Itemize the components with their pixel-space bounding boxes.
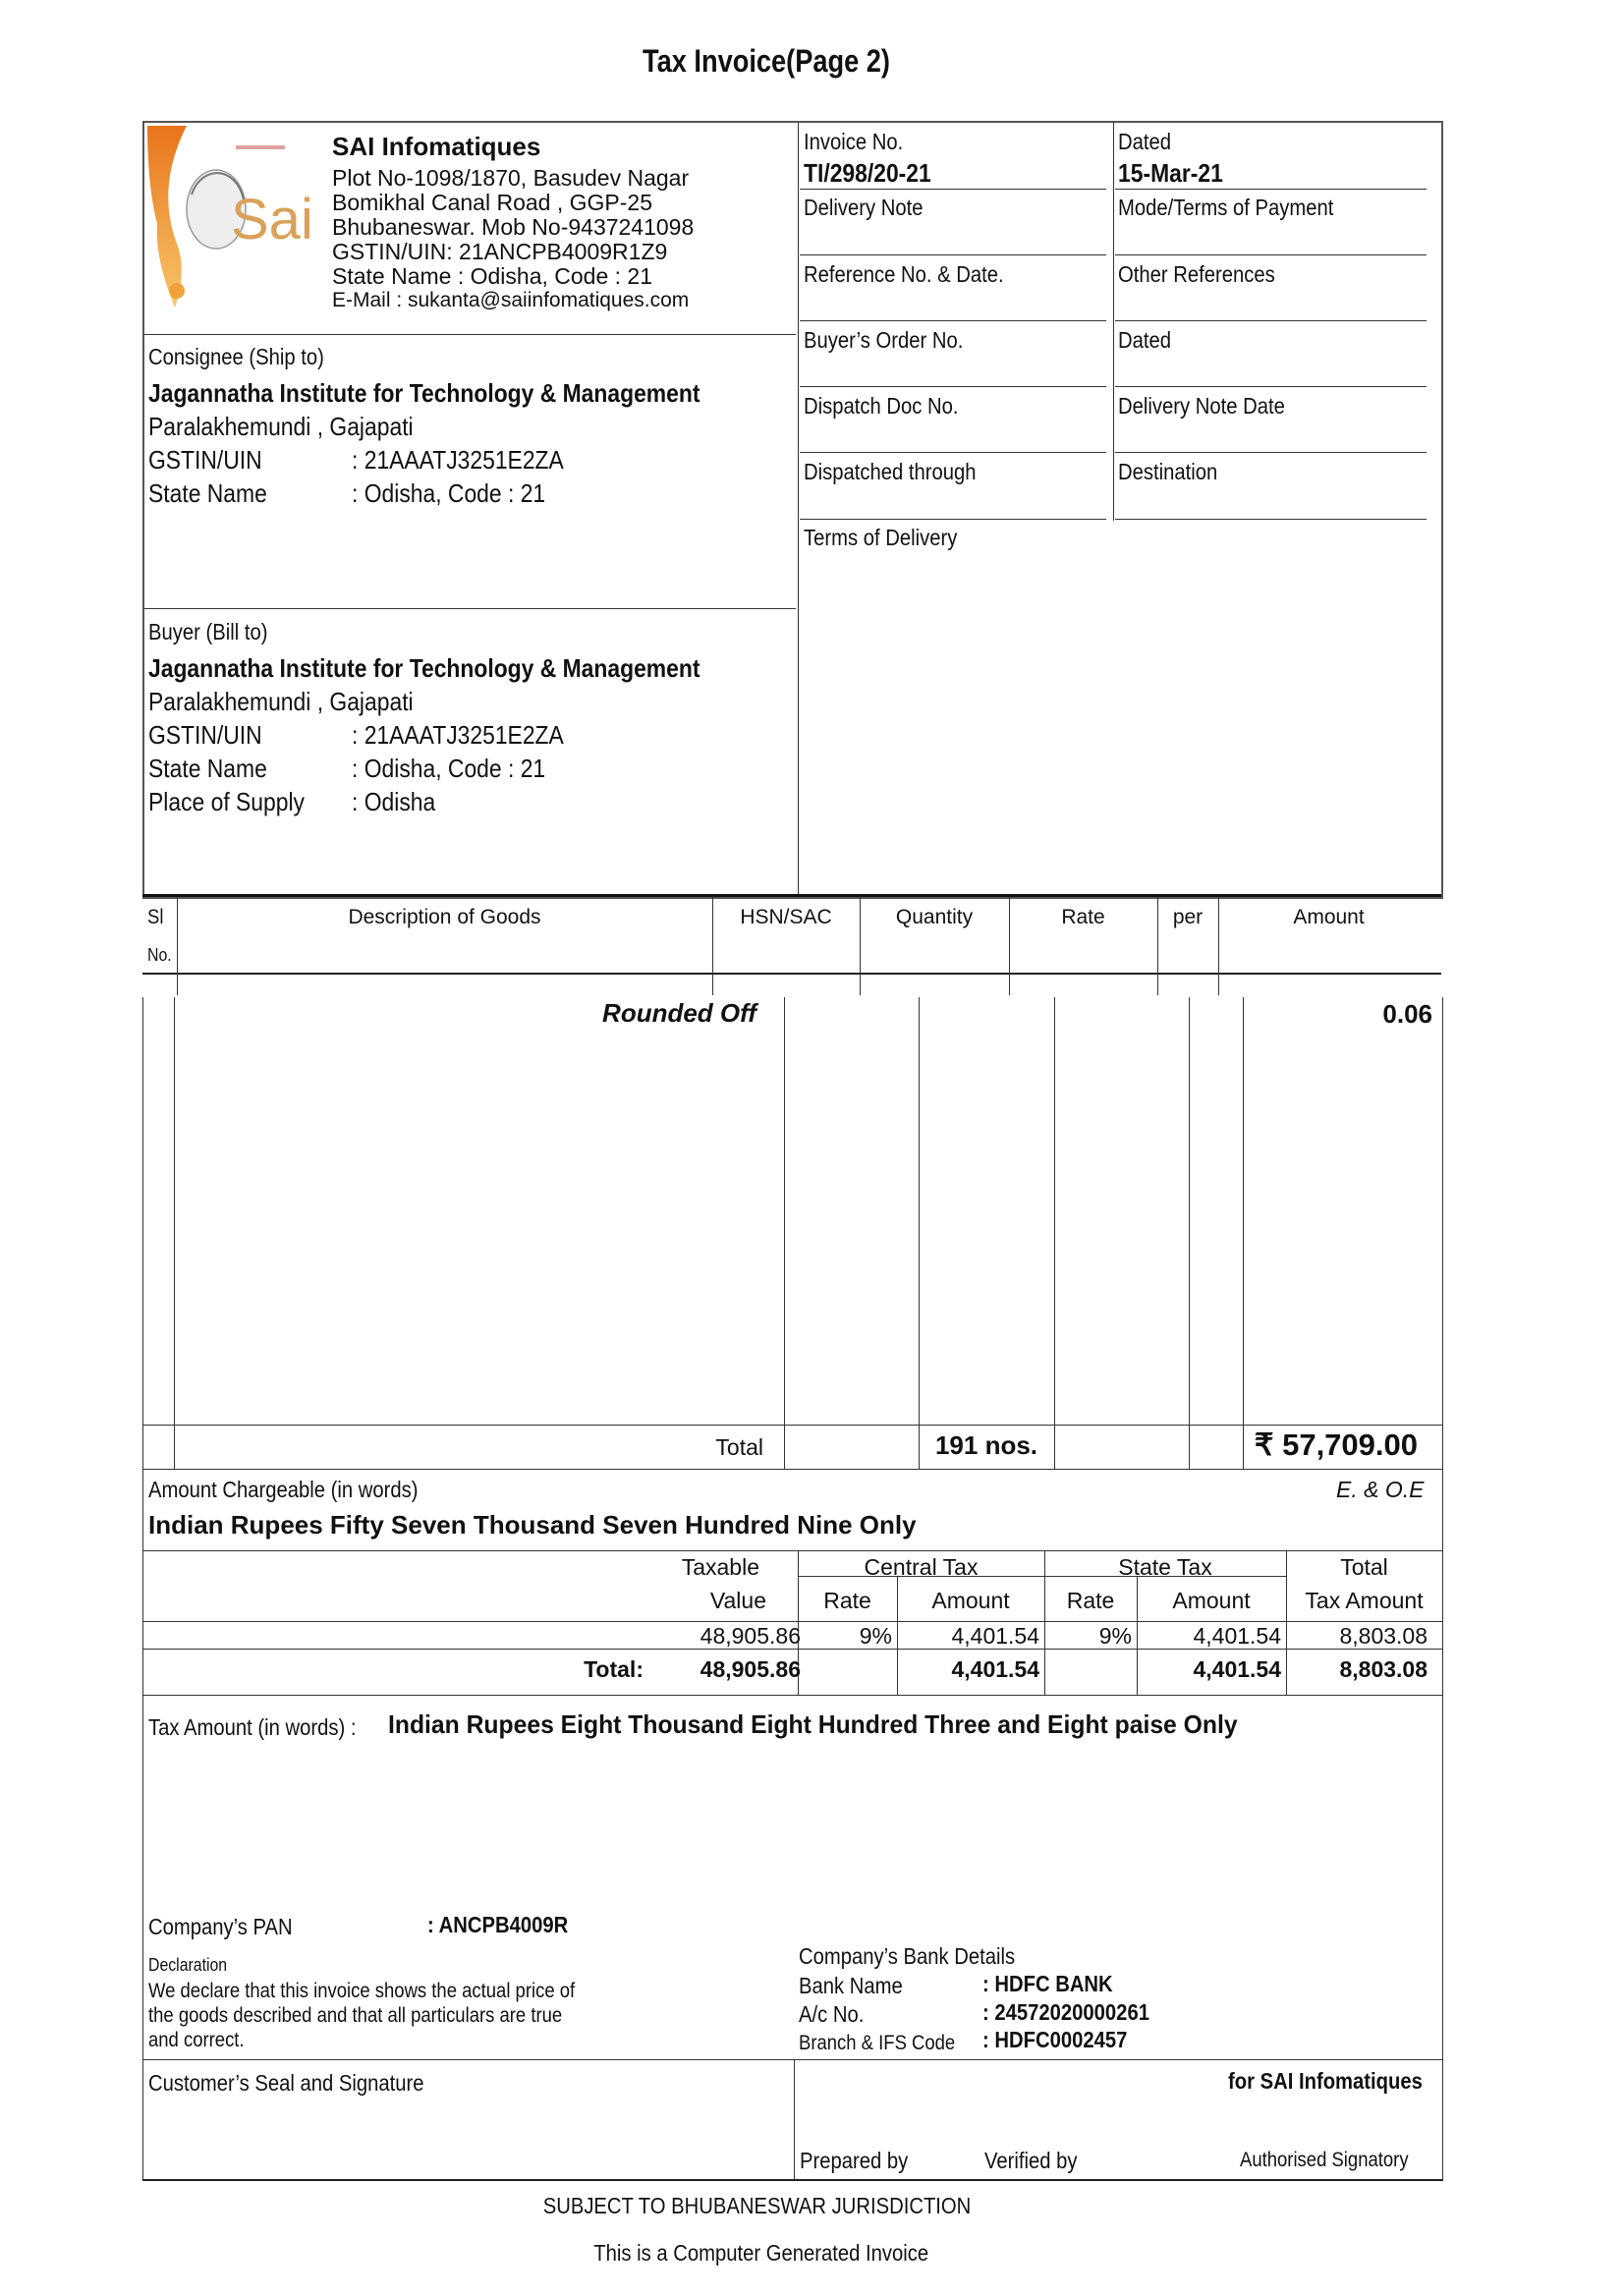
verified-by-label: Verified by	[984, 2148, 1078, 2173]
buyer-address: Paralakhemundi , Gajapati	[148, 687, 414, 716]
tax-col-sgst-rate: Rate	[1066, 1588, 1115, 1613]
total-amount: ₹ 57,709.00	[1254, 1428, 1418, 1462]
tax-total-amount: 8,803.08	[1339, 1656, 1428, 1682]
destination-label: Destination	[1118, 459, 1218, 484]
for-company-label: for SAI Infomatiques	[1228, 2068, 1423, 2094]
buyer-state-value: : Odisha, Code : 21	[352, 754, 546, 783]
col-sl-no: No.	[147, 945, 172, 965]
divider	[1113, 123, 1114, 521]
seller-address-line: Bhubaneswar. Mob No-9437241098	[332, 214, 695, 240]
delivery-note-date-label: Delivery Note Date	[1118, 393, 1285, 419]
tax-col-total: Total	[1340, 1554, 1388, 1580]
declaration-line: and correct.	[148, 2029, 245, 2051]
customer-seal-label: Customer’s Seal and Signature	[148, 2070, 424, 2096]
taxable-value: 48,905.86	[700, 1623, 801, 1649]
tax-total-label: Total:	[584, 1656, 644, 1682]
bank-name-value: : HDFC BANK	[982, 1971, 1113, 1996]
tax-total-sgst: 4,401.54	[1193, 1656, 1281, 1682]
total-tax: 8,803.08	[1339, 1623, 1428, 1649]
seller-address-line: Plot No-1098/1870, Basudev Nagar	[332, 165, 690, 191]
consignee-gstin-value: : 21AAATJ3251E2ZA	[352, 445, 564, 475]
place-of-supply-value: : Odisha	[352, 787, 436, 816]
divider	[144, 334, 796, 335]
col-per: per	[1172, 906, 1204, 928]
sgst-amount: 4,401.54	[1193, 1623, 1281, 1649]
invoice-no-label: Invoice No.	[804, 129, 904, 154]
dispatched-through-label: Dispatched through	[804, 459, 977, 484]
tax-col-value: Value	[709, 1588, 766, 1613]
jurisdiction-note: SUBJECT TO BHUBANESWAR JURISDICTION	[542, 2193, 971, 2218]
seller-gstin: GSTIN/UIN: 21ANCPB4009R1Z9	[332, 239, 668, 264]
tax-row	[619, 1623, 801, 1650]
tax-amount-in-words: Indian Rupees Eight Thousand Eight Hundred Three and Eight paise Only	[388, 1709, 1238, 1739]
place-of-supply-label: Place of Supply	[148, 787, 305, 816]
tax-col-cgst-rate: Rate	[823, 1588, 871, 1613]
reference-label: Reference No. & Date.	[804, 261, 1004, 287]
seller-state: State Name : Odisha, Code : 21	[332, 263, 653, 289]
seller-email: E-Mail : sukanta@saiinfomatiques.com	[332, 289, 690, 311]
declaration-heading: Declaration	[148, 1955, 228, 1975]
ifsc-label: Branch & IFS Code	[799, 2032, 956, 2054]
terms-of-delivery-label: Terms of Delivery	[804, 525, 958, 550]
eoe-label: E. & O.E	[1336, 1477, 1425, 1502]
sgst-rate: 9%	[1098, 1623, 1132, 1649]
tax-col-taxable: Taxable	[681, 1554, 759, 1580]
col-description: Description of Goods	[348, 906, 541, 928]
consignee-state-label: State Name	[148, 478, 267, 508]
tax-words-label: Tax Amount (in words) :	[148, 1714, 357, 1740]
order-dated-label: Dated	[1118, 327, 1172, 353]
consignee-state-value: : Odisha, Code : 21	[352, 478, 546, 508]
pan-value: : ANCPB4009R	[427, 1912, 569, 1937]
col-quantity: Quantity	[895, 906, 974, 928]
tax-total-cgst: 4,401.54	[951, 1656, 1039, 1682]
col-rate: Rate	[1061, 906, 1105, 928]
svg-text:Sai: Sai	[231, 188, 313, 252]
tax-col-tax-amount: Tax Amount	[1305, 1588, 1424, 1613]
cgst-rate: 9%	[859, 1623, 892, 1649]
page-title: Tax Invoice(Page 2)	[643, 43, 890, 79]
divider	[798, 123, 799, 894]
amount-in-words: Indian Rupees Fifty Seven Thousand Seven Hundred Nine Only	[148, 1510, 917, 1540]
prepared-by-label: Prepared by	[800, 2148, 909, 2173]
pan-label: Company’s PAN	[148, 1914, 293, 1939]
dated-value: 15-Mar-21	[1118, 158, 1223, 188]
buyers-order-label: Buyer’s Order No.	[804, 327, 964, 353]
dispatch-doc-label: Dispatch Doc No.	[804, 393, 959, 419]
total-quantity: 191 nos.	[934, 1430, 1038, 1460]
col-hsn: HSN/SAC	[740, 906, 832, 928]
col-amount: Amount	[1293, 906, 1365, 928]
declaration-line: We declare that this invoice shows the actual price of	[148, 1980, 576, 2002]
account-no-label: A/c No.	[799, 2001, 865, 2027]
delivery-note-label: Delivery Note	[804, 195, 924, 220]
buyer-gstin-value: : 21AAATJ3251E2ZA	[352, 720, 564, 750]
tax-total-taxable: 48,905.86	[700, 1656, 801, 1682]
tax-col-central: Central Tax	[864, 1554, 979, 1580]
dated-label: Dated	[1118, 129, 1172, 154]
bank-name-label: Bank Name	[799, 1973, 903, 1998]
consignee-address: Paralakhemundi , Gajapati	[148, 412, 414, 441]
tax-col-sgst-amount: Amount	[1172, 1588, 1251, 1613]
seller-address-line: Bomikhal Canal Road , GGP-25	[332, 190, 652, 215]
divider	[144, 608, 796, 609]
row-description: Rounded Off	[602, 998, 756, 1028]
computer-generated-note: This is a Computer Generated Invoice	[593, 2240, 929, 2266]
consignee-name: Jagannatha Institute for Technology & Management	[148, 378, 700, 408]
authorised-signatory-label: Authorised Signatory	[1240, 2149, 1409, 2171]
buyer-gstin-label: GSTIN/UIN	[148, 720, 262, 750]
company-logo	[147, 126, 319, 312]
bank-heading: Company’s Bank Details	[799, 1943, 1016, 1969]
sai-logo-icon	[147, 126, 319, 312]
consignee-label: Consignee (Ship to)	[148, 344, 324, 369]
table-row	[177, 998, 756, 1029]
seller-name: SAI Infomatiques	[332, 132, 541, 161]
cgst-amount: 4,401.54	[951, 1623, 1039, 1649]
invoice-no-value: TI/298/20-21	[804, 158, 931, 188]
ifsc-value: : HDFC0002457	[982, 2027, 1128, 2052]
other-references-label: Other References	[1118, 261, 1275, 287]
total-label: Total	[715, 1434, 763, 1460]
amount-words-label: Amount Chargeable (in words)	[148, 1477, 419, 1502]
buyer-name: Jagannatha Institute for Technology & Management	[148, 653, 700, 683]
declaration-line: the goods described and that all particulars are true	[148, 2004, 563, 2027]
tax-col-state: State Tax	[1118, 1554, 1212, 1580]
buyer-label: Buyer (Bill to)	[148, 619, 268, 644]
account-no-value: : 24572020000261	[982, 1999, 1149, 2025]
tax-col-cgst-amount: Amount	[931, 1588, 1010, 1613]
mode-terms-label: Mode/Terms of Payment	[1118, 195, 1334, 220]
goods-table	[142, 894, 1441, 897]
row-amount: 0.06	[1382, 999, 1432, 1029]
consignee-gstin-label: GSTIN/UIN	[148, 445, 262, 475]
buyer-state-label: State Name	[148, 754, 267, 783]
col-sl: Sl	[147, 906, 164, 928]
